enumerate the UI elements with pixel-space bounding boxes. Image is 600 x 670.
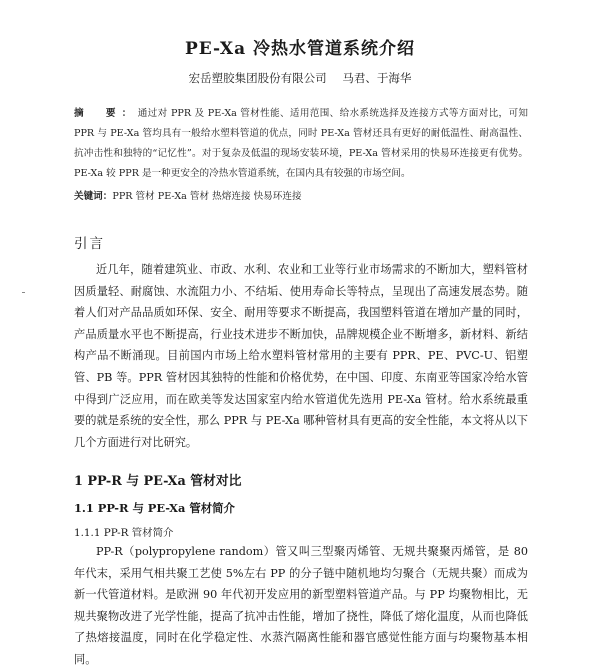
- ppr-intro-paragraph: PP-R（polypropylene random）管又叫三型聚丙烯管、无规共聚聚丙烯管，是 80 年代末，采用气相共聚工艺使 5%左右 PP 的分子链中随机地均匀聚合（无规共聚）而成为新一代管道材料。是欧洲 90 年代初开发应用的新型塑料管道产品。与 PP 均聚物相比，无规共聚物改进了光学性能，提高了抗冲击性能，增加了挠性，降低了熔化温度，从而也降低了热熔接温度，同时在化学稳定性、水蒸汽隔离性能和器官感觉性能方面与均聚物基本相同。: [74, 545, 528, 666]
- keywords-text: PPR 管材 PE-Xa 管材 热熔连接 快易环连接: [112, 191, 302, 202]
- section-1-1-heading: 1.1 PP-R 与 PE-Xa 管材简介: [74, 501, 235, 515]
- author-names: 马君、于海华: [342, 71, 412, 85]
- abstract-text: 通过对 PPR 及 PE-Xa 管材性能、适用范围、给水系统选择及连接方式等方面对比，可知 PPR 与 PE-Xa 管均具有一般给水塑料管道的优点，同时 PE-Xa 管材还具有更好的耐低温性、耐高温性、抗冲击性和独特的“记忆性”。对于复杂及低温的现场安装环境，PE-Xa 管材采用的快易环连接更有优势。PE-Xa 较 PPR 是一种更安全的冷热水管道系统，在国内具有较强的市场空间。: [74, 108, 529, 179]
- paper-title: PE-Xa 冷热水管道系统介绍: [185, 39, 415, 59]
- scan-artifact: [22, 292, 25, 293]
- section-1-heading: 1 PP-R 与 PE-Xa 管材对比: [74, 474, 242, 489]
- keywords: [74, 188, 528, 206]
- author-line: [0, 70, 600, 86]
- intro-heading: 引言: [74, 236, 105, 252]
- section-1-1-1-heading: 1.1.1 PP-R 管材简介: [74, 527, 174, 539]
- keywords-label: 关键词：: [74, 191, 113, 202]
- abstract: [74, 104, 528, 184]
- intro-paragraph: 近几年，随着建筑业、市政、水利、农业和工业等行业市场需求的不断加大，塑料管材因质量轻、耐腐蚀、水流阻力小、不结垢、使用寿命长等特点，呈现出了高速发展态势。随着人们对产品品质如环保、安全、耐用等要求不断提高，我国塑料管道在增加产量的同时，产品质量水平也不断提高，行业技术进步不断加快，品牌规模企业不断增多，新材料、新结构产品不断涌现。目前国内市场上给水塑料管材常用的主要有 PPR、PE、PVC-U、铝塑管、PB 等。PPR 管材因其独特的性能和价格优势，在中国、印度、东南亚等国家冷给水管中得到广泛应用，而在欧美等发达国家室内给水管道优先选用 PE-Xa 管材。给水系统最重要的就是系统的安全性，那么 PPR 与 PE-Xa 哪种管材具有更高的安全性能，本文将从以下几个方面进行对比研究。: [74, 263, 528, 449]
- affiliation: 宏岳塑胶集团股份有限公司: [188, 71, 327, 85]
- abstract-label: 摘 要：: [74, 108, 138, 119]
